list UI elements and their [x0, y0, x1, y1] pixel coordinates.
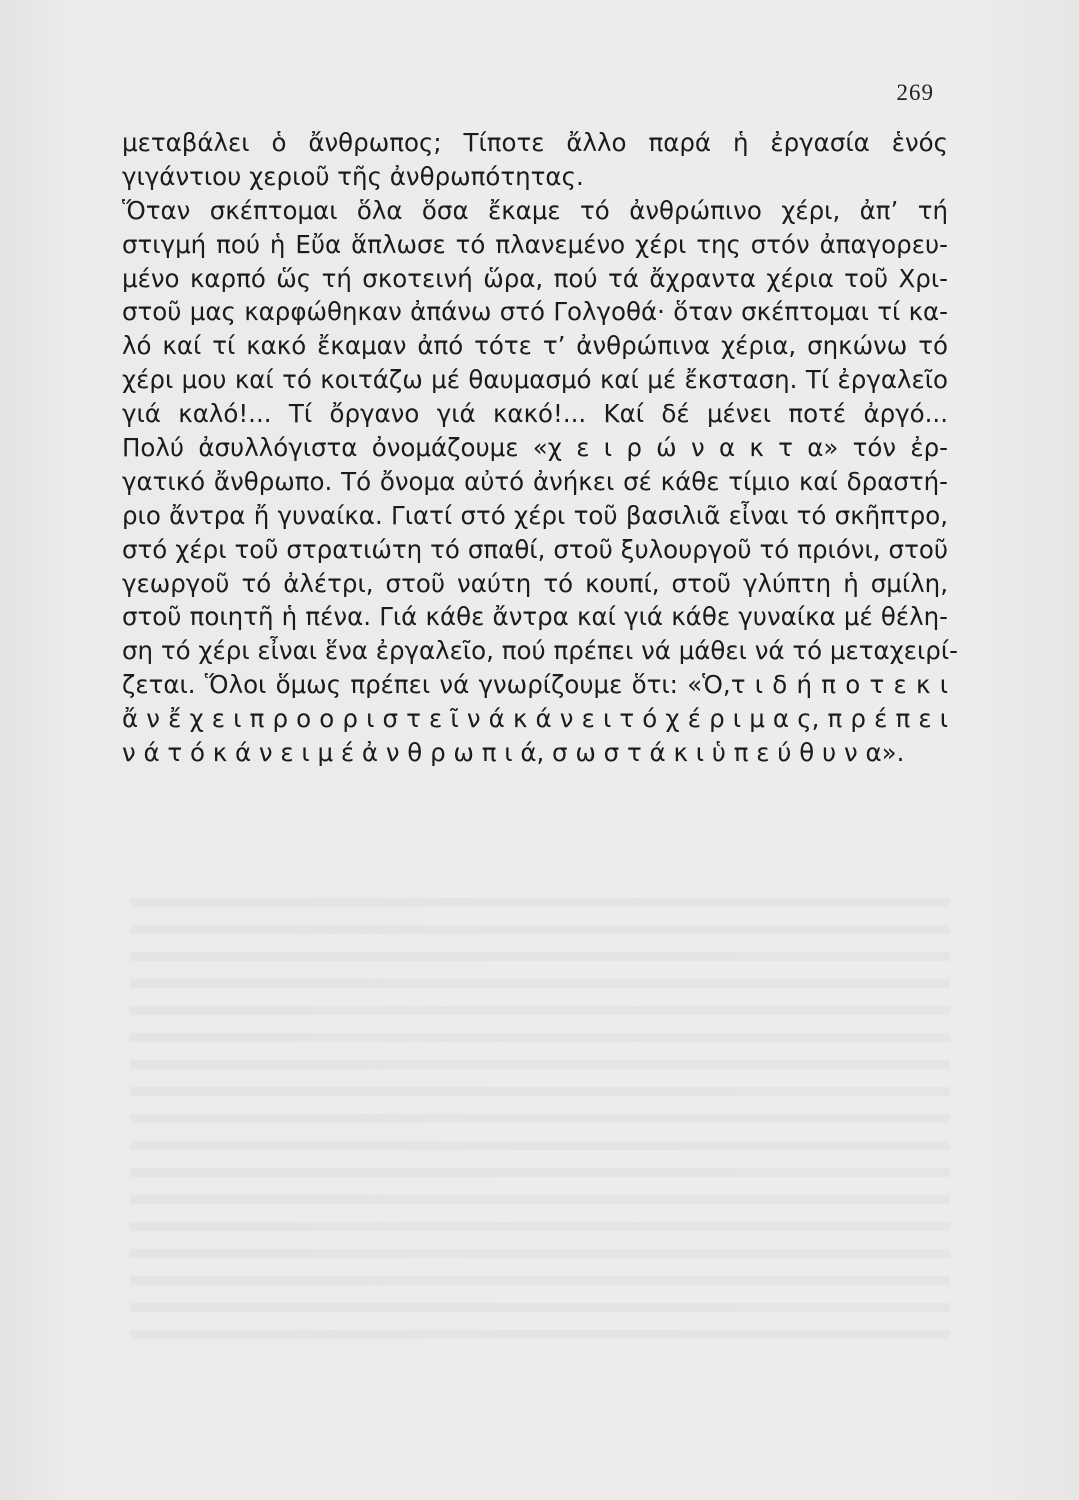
text-line: γεωργοῦ τό ἀλέτρι, στοῦ ναύτη τό κουπί, στοῦ γλύπτη ἡ σμίλη,: [122, 568, 948, 598]
text-line: στοῦ ποιητῆ ἡ πένα. Γιά κάθε ἄντρα καί γιά κάθε γυναίκα μέ θέλη-: [122, 602, 948, 632]
body-text: [122, 126, 958, 770]
page-number: 269: [896, 80, 934, 105]
text-line: στό χέρι τοῦ στρατιώτη τό σπαθί, στοῦ ξυλουργοῦ τό πριόνι, στοῦ: [122, 534, 948, 564]
text-line: ν ά τ ό κ ά ν ε ι μ έ ἀ ν θ ρ ω π ι ά, σ ω σ τ ά κ ι ὑ π ε ύ θ υ ν α».: [122, 738, 905, 768]
text-line: λό καί τί κακό ἔκαμαν ἀπό τότε τ’ ἀνθρώπινα χέρια, σηκώνω τό: [122, 331, 948, 361]
text-line: στιγμή πού ἡ Εὔα ἅπλωσε τό πλανεμένο χέρι της στόν ἀπαγορευ-: [122, 229, 948, 259]
text-line: Πολύ ἀσυλλόγιστα ὀνομάζουμε «χ ε ι ρ ώ ν α κ τ α» τόν ἐρ-: [122, 433, 948, 463]
text-line: ση τό χέρι εἶναι ἕνα ἐργαλεῖο, πού πρέπει νά μάθει νά τό μεταχειρί-: [122, 636, 958, 666]
show-through-text: [130, 880, 950, 1340]
text-line: μεταβάλει ὁ ἄνθρωπος; Τίποτε ἄλλο παρά ἡ ἐργασία ἑνός: [122, 128, 948, 157]
text-line: ἄ ν ἔ χ ε ι π ρ ο ο ρ ι σ τ ε ῖ ν ά κ ά ν ε ι τ ό χ έ ρ ι μ α ς, π ρ έ π ε ι: [122, 704, 948, 734]
text-line: χέρι μου καί τό κοιτάζω μέ θαυμασμό καί μέ ἔκσταση. Τί ἐργαλεῖο: [122, 365, 948, 395]
text-line: ριο ἄντρα ἤ γυναίκα. Γιατί στό χέρι τοῦ βασιλιᾶ εἶναι τό σκῆπτρο,: [122, 500, 948, 530]
text-line: στοῦ μας καρφώθηκαν ἀπάνω στό Γολγοθά· ὅταν σκέπτομαι τί κα-: [122, 297, 948, 327]
text-line: γατικό ἄνθρωπο. Τό ὄνομα αὐτό ἀνήκει σέ κάθε τίμιο καί δραστή-: [122, 466, 948, 496]
text-line: μένο καρπό ὥς τή σκοτεινή ὥρα, πού τά ἄχραντα χέρια τοῦ Χρι-: [122, 263, 948, 293]
text-line: ζεται. Ὅλοι ὅμως πρέπει νά γνωρίζουμε ὅτι: «Ὁ,τ ι δ ή π ο τ ε κ ι: [122, 670, 948, 700]
text-line: Ὅταν σκέπτομαι ὅλα ὅσα ἔκαμε τό ἀνθρώπινο χέρι, ἀπ’ τή: [122, 195, 948, 225]
text-line: γιγάντιου χεριοῦ τῆς ἀνθρωπότητας.: [122, 161, 584, 191]
text-line: γιά καλό!... Τί ὄργανο γιά κακό!... Καί δέ μένει ποτέ ἀργό...: [122, 399, 948, 429]
